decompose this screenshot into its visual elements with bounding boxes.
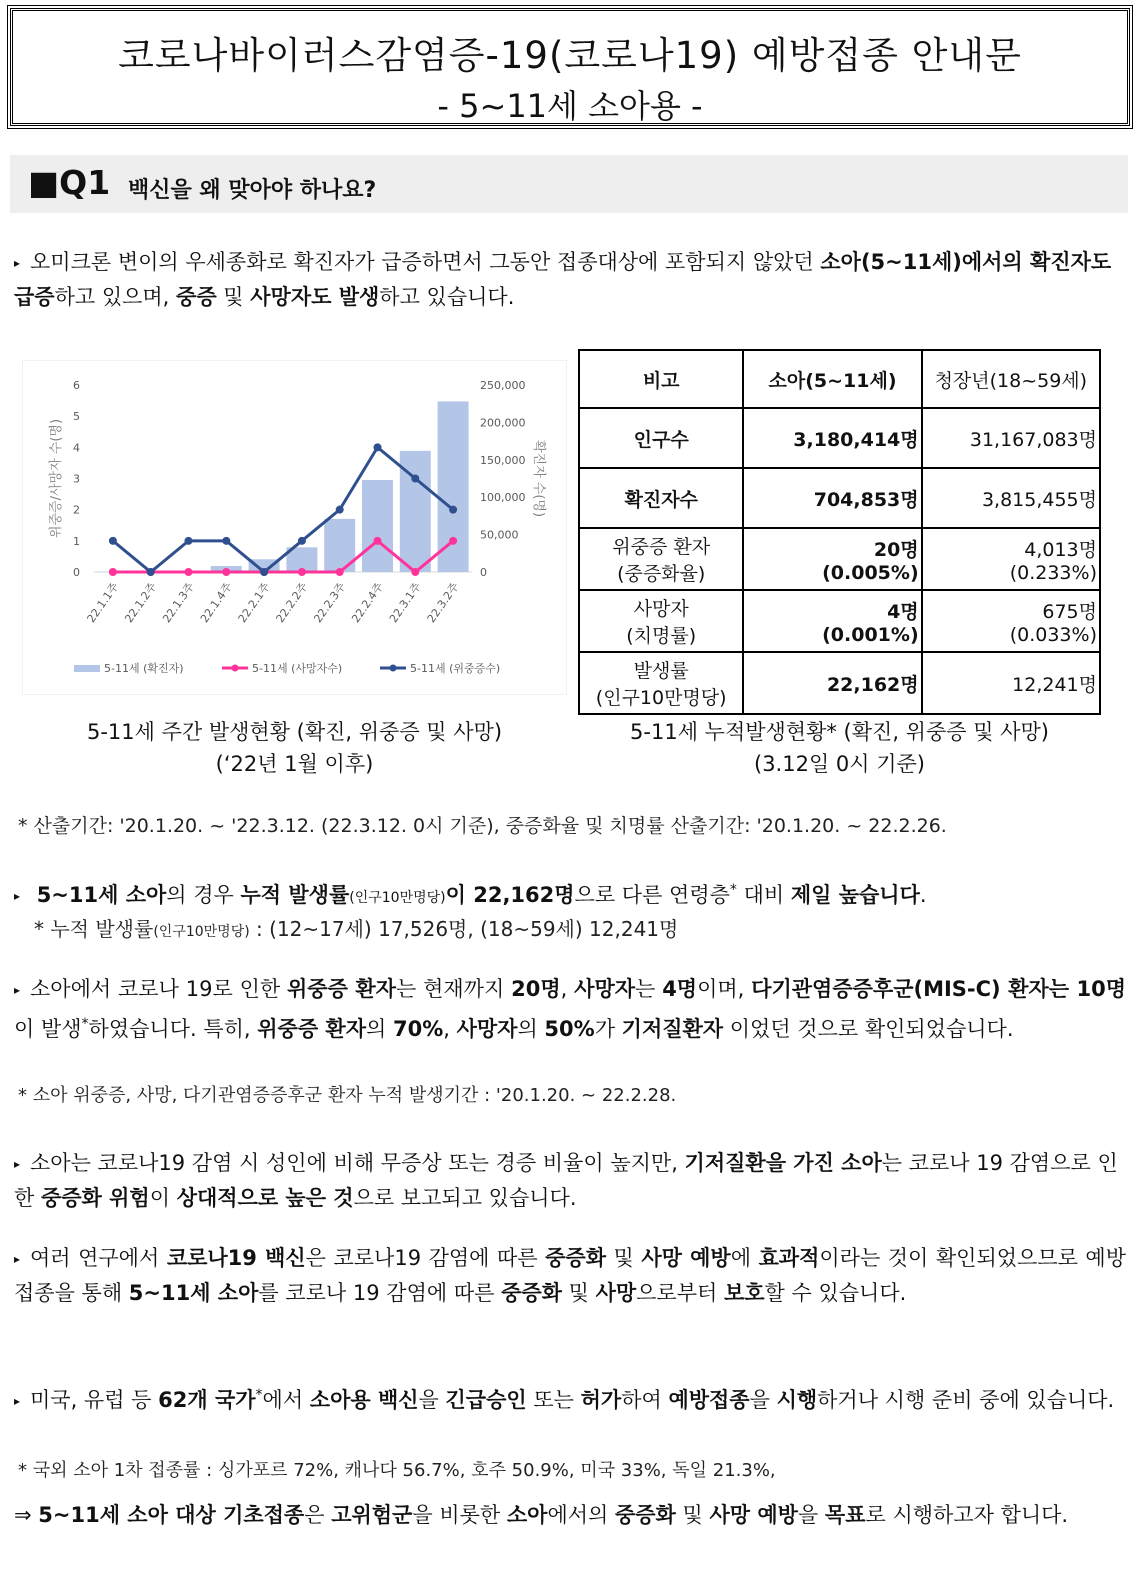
row-label: 인구수	[579, 408, 743, 468]
bullet-icon: ▸	[14, 983, 21, 997]
child-value: 4명 (0.001%)	[743, 590, 921, 652]
series-point	[374, 537, 382, 545]
table-row	[579, 468, 1100, 528]
series-point	[222, 537, 230, 545]
category-label: 22.1.1주	[84, 580, 122, 626]
bullet-icon: ▸	[14, 1394, 21, 1408]
table-row	[579, 528, 1100, 590]
table-caption	[578, 716, 1101, 780]
child-value: 3,180,414명	[743, 408, 921, 468]
stats-table	[578, 349, 1101, 715]
note-incidence: * 누적 발생률(인구10만명당) : (12~17세) 17,526명, (18~59세) 12,241명	[34, 917, 679, 941]
right-tick-label: 100,000	[480, 491, 526, 505]
legend-swatch-confirmed	[74, 665, 100, 672]
left-axis-title: 위중증/사망자 수(명)	[49, 418, 64, 539]
series-point	[260, 568, 268, 576]
chart-caption	[22, 716, 567, 780]
table-header-cell: 청장년(18~59세)	[922, 350, 1100, 408]
table-row	[579, 652, 1100, 714]
q1-heading-bar	[10, 155, 1128, 213]
bullet-icon: ▸	[14, 1252, 21, 1266]
adult-value: 4,013명 (0.233%)	[922, 528, 1100, 590]
page-title: 코로나바이러스감염증-19(코로나19) 예방접종 안내문	[118, 34, 1022, 77]
series-point	[411, 568, 419, 576]
left-tick-label: 3	[73, 472, 80, 486]
child-value: 20명 (0.005%)	[743, 528, 921, 590]
row-label: 확진자수	[579, 468, 743, 528]
chart-svg	[22, 360, 567, 695]
left-tick-label: 0	[73, 566, 80, 579]
bullet-icon: ▸	[14, 1157, 21, 1171]
paragraph-3: ▸ 소아에서 코로나 19로 인한 위중증 환자는 현재까지 20명, 사망자는 4명이며, 다기관염증증후군(MIS-C) 환자는 10명이 발생*하였습니다. 특히, 위중증 환자의 70%, 사망자의 50%가 기저질환자 이었던 것으로 확인되었습니다.	[14, 972, 1126, 1046]
series-point	[298, 537, 306, 545]
row-label: 발생률 (인구10만명당)	[579, 652, 743, 714]
right-tick-label: 50,000	[480, 528, 519, 542]
bullet-icon: ▸	[14, 256, 21, 270]
right-axis-title: 확진자 수(명)	[531, 439, 546, 518]
left-tick-label: 4	[73, 441, 80, 455]
weekly-chart	[22, 360, 567, 695]
adult-value: 675명 (0.033%)	[922, 590, 1100, 652]
right-tick-label: 200,000	[480, 416, 526, 430]
child-value: 704,853명	[743, 468, 921, 528]
category-label: 22.1.3주	[160, 580, 197, 626]
paragraph-5: ▸ 여러 연구에서 코로나19 백신은 코로나19 감염에 따른 중증화 및 사망 예방에 효과적이라는 것이 확인되었으므로 예방접종을 통해 5~11세 소아를 코로나 19 감염에 따른 중증화 및 사망으로부터 보호할 수 있습니다.	[14, 1241, 1126, 1310]
chart-caption-line1: 5-11세 주간 발생현황 (확진, 위중증 및 사망)	[86, 720, 503, 744]
legend-label: 5-11세 (위중증수)	[410, 662, 501, 675]
series-point	[185, 537, 193, 545]
q1-label: ■Q1	[28, 163, 111, 202]
arrow-icon: ⇒	[14, 1503, 39, 1527]
title-box	[10, 8, 1130, 126]
row-label: 사망자 (치명률)	[579, 590, 743, 652]
series-point	[185, 568, 193, 576]
table-header-cell: 소아(5~11세)	[743, 350, 921, 408]
bar-confirmed	[362, 480, 393, 572]
left-tick-label: 2	[73, 503, 80, 517]
table-caption-line2: (3.12일 0시 기준)	[754, 752, 925, 776]
category-label: 22.2.2주	[273, 580, 311, 626]
series-point	[298, 568, 306, 576]
category-label: 22.1.2주	[122, 580, 160, 626]
bullet-icon: ▸	[14, 889, 21, 903]
category-label: 22.2.3주	[311, 580, 349, 626]
left-tick-label: 5	[73, 410, 80, 424]
paragraph-6: ▸ 미국, 유럽 등 62개 국가*에서 소아용 백신을 긴급승인 또는 허가하여 예방접종을 시행하거나 시행 준비 중에 있습니다.	[14, 1378, 1126, 1418]
paragraph-4: ▸ 소아는 코로나19 감염 시 성인에 비해 무증상 또는 경증 비율이 높지만, 기저질환을 가진 소아는 코로나 19 감염으로 인한 중증화 위험이 상대적으로 높은 것으로 보고되고 있습니다.	[14, 1146, 1126, 1215]
q1-title: 백신을 왜 맞아야 하나요?	[128, 178, 377, 203]
table-header-row	[579, 350, 1100, 408]
category-label: 22.2.4주	[349, 580, 386, 626]
category-label: 22.3.2주	[424, 580, 462, 626]
child-value: 22,162명	[743, 652, 921, 714]
left-tick-label: 1	[73, 534, 80, 548]
adult-value: 3,815,455명	[922, 468, 1100, 528]
series-point	[449, 537, 457, 545]
category-label: 22.2.1주	[235, 580, 273, 626]
table-caption-line1: 5-11세 누적발생현황* (확진, 위중증 및 사망)	[630, 720, 1049, 744]
category-label: 22.1.4주	[197, 580, 235, 626]
legend-swatch-point	[390, 665, 397, 672]
right-tick-label: 150,000	[480, 453, 526, 467]
series-point	[109, 568, 117, 576]
series-point	[374, 443, 382, 451]
page-subtitle: - 5~11세 소아용 -	[437, 87, 703, 125]
legend-label: 5-11세 (사망자수)	[252, 662, 343, 675]
category-label: 22.3.1주	[386, 580, 424, 626]
row-label: 위중증 환자 (중증화율)	[579, 528, 743, 590]
left-tick-label: 6	[73, 379, 80, 392]
adult-value: 31,167,083명	[922, 408, 1100, 468]
note-overseas-rate: * 국외 소아 1차 접종률 : 싱가포르 72%, 캐나다 56.7%, 호주 50.9%, 미국 33%, 독일 21.3%,	[18, 1460, 776, 1481]
series-point	[336, 506, 344, 514]
table-header-cell: 비고	[579, 350, 743, 408]
series-point	[449, 506, 457, 514]
chart-caption-line2: (‘22년 1월 이후)	[215, 752, 374, 776]
paragraph-7-conclusion: ⇒ 5~11세 소아 대상 기초접종은 고위험군을 비롯한 소아에서의 중증화 및 사망 예방을 목표로 시행하고자 합니다.	[14, 1503, 1069, 1527]
paragraph-2: ▸ 5~11세 소아의 경우 누적 발생률(인구10만명당)이 22,162명으로 다른 연령층* 대비 제일 높습니다.	[14, 873, 1126, 915]
series-point	[109, 537, 117, 545]
series-point	[336, 568, 344, 576]
table-row	[579, 590, 1100, 652]
legend-swatch-point	[232, 665, 239, 672]
legend-label: 5-11세 (확진자)	[104, 662, 184, 675]
note-mis-c: * 소아 위중증, 사망, 다기관염증증후군 환자 누적 발생기간 : '20.1.20. ~ 22.2.28.	[18, 1085, 677, 1106]
series-point	[411, 475, 419, 483]
bar-confirmed	[438, 401, 469, 572]
table-row	[579, 408, 1100, 468]
right-tick-label: 250,000	[480, 379, 526, 392]
right-tick-label: 0	[480, 566, 487, 579]
adult-value: 12,241명	[922, 652, 1100, 714]
series-point	[222, 568, 230, 576]
note-period: * 산출기간: '20.1.20. ~ '22.3.12. (22.3.12. 0시 기준), 중증화율 및 치명률 산출기간: '20.1.20. ~ 22.2.26.	[18, 815, 947, 837]
series-point	[147, 568, 155, 576]
paragraph-1: ▸ 오미크론 변이의 우세종화로 확진자가 급증하면서 그동안 접종대상에 포함되지 않았던 소아(5~11세)에서의 확진자도 급증하고 있으며, 중증 및 사망자도 발생하고 있습니다.	[14, 245, 1126, 314]
